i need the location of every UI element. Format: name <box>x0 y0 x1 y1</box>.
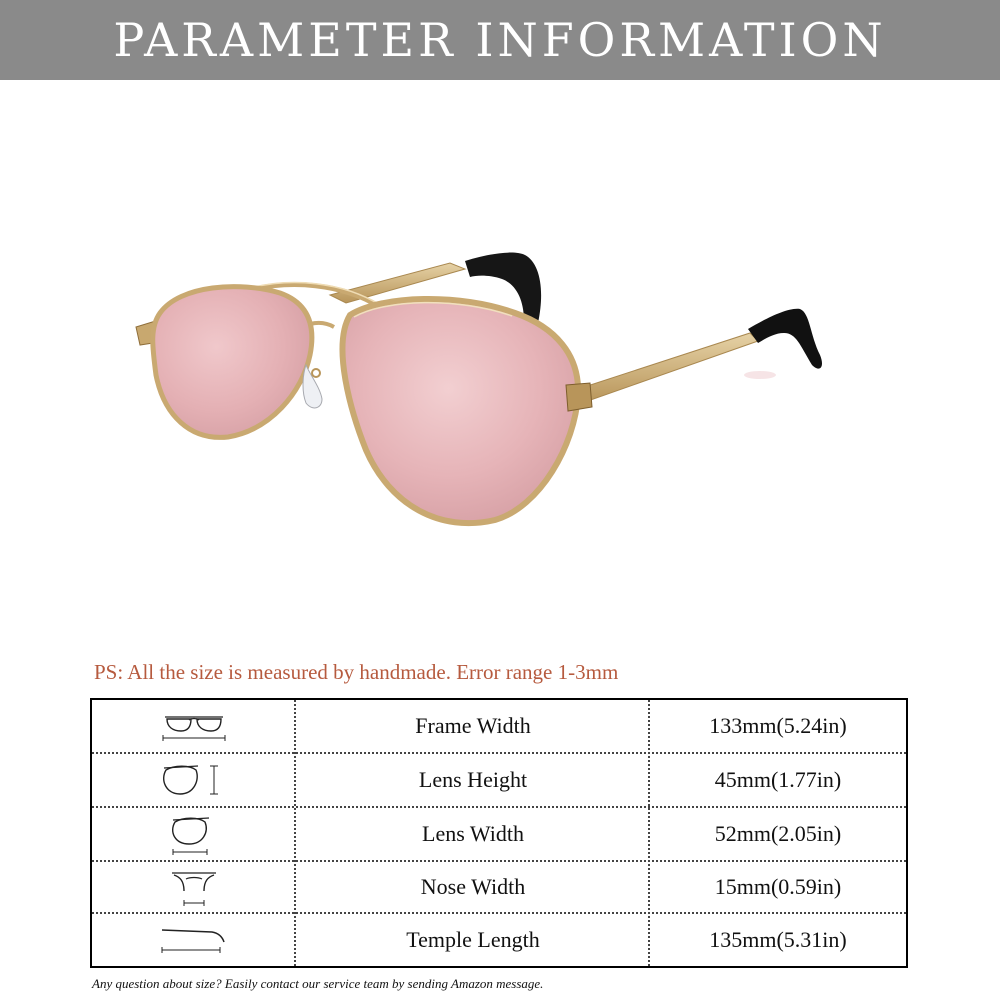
spec-label: Frame Width <box>415 713 531 738</box>
spec-row-lens-width <box>92 808 906 860</box>
spec-value: 135mm(5.31in) <box>709 927 847 952</box>
product-image-sunglasses <box>120 215 860 555</box>
nose-width-icon <box>92 862 296 912</box>
spec-row-nose-width <box>92 862 906 912</box>
temple-length-icon <box>92 914 296 966</box>
spec-value: 52mm(2.05in) <box>714 821 842 846</box>
reflection <box>744 371 776 379</box>
spec-row-temple-length <box>92 914 906 966</box>
measurement-note: PS: All the size is measured by handmade. Error range 1-3mm <box>94 660 619 684</box>
nose-pad-screw <box>312 369 320 377</box>
right-lens <box>342 299 578 523</box>
lens-height-icon <box>92 754 296 806</box>
spec-row-frame-width <box>92 700 906 752</box>
spec-value: 45mm(1.77in) <box>714 767 842 792</box>
spec-label: Lens Width <box>422 821 524 846</box>
lens-width-icon <box>92 808 296 860</box>
spec-table <box>90 698 908 968</box>
spec-label: Temple Length <box>406 927 540 952</box>
right-hinge <box>566 383 592 411</box>
spec-row-lens-height <box>92 754 906 806</box>
spec-value: 133mm(5.24in) <box>709 713 847 738</box>
near-temple-tip <box>748 309 822 369</box>
frame-width-icon <box>92 700 296 752</box>
page-title: PARAMETER INFORMATION <box>113 13 887 67</box>
spec-value: 15mm(0.59in) <box>714 874 842 899</box>
left-lens <box>153 287 312 438</box>
contact-footnote: Any question about size? Easily contact our service team by sending Amazon message. <box>92 976 544 991</box>
spec-label: Nose Width <box>420 874 526 899</box>
spec-label: Lens Height <box>418 767 528 792</box>
near-temple-arm <box>575 333 758 403</box>
header-banner <box>0 0 1000 80</box>
